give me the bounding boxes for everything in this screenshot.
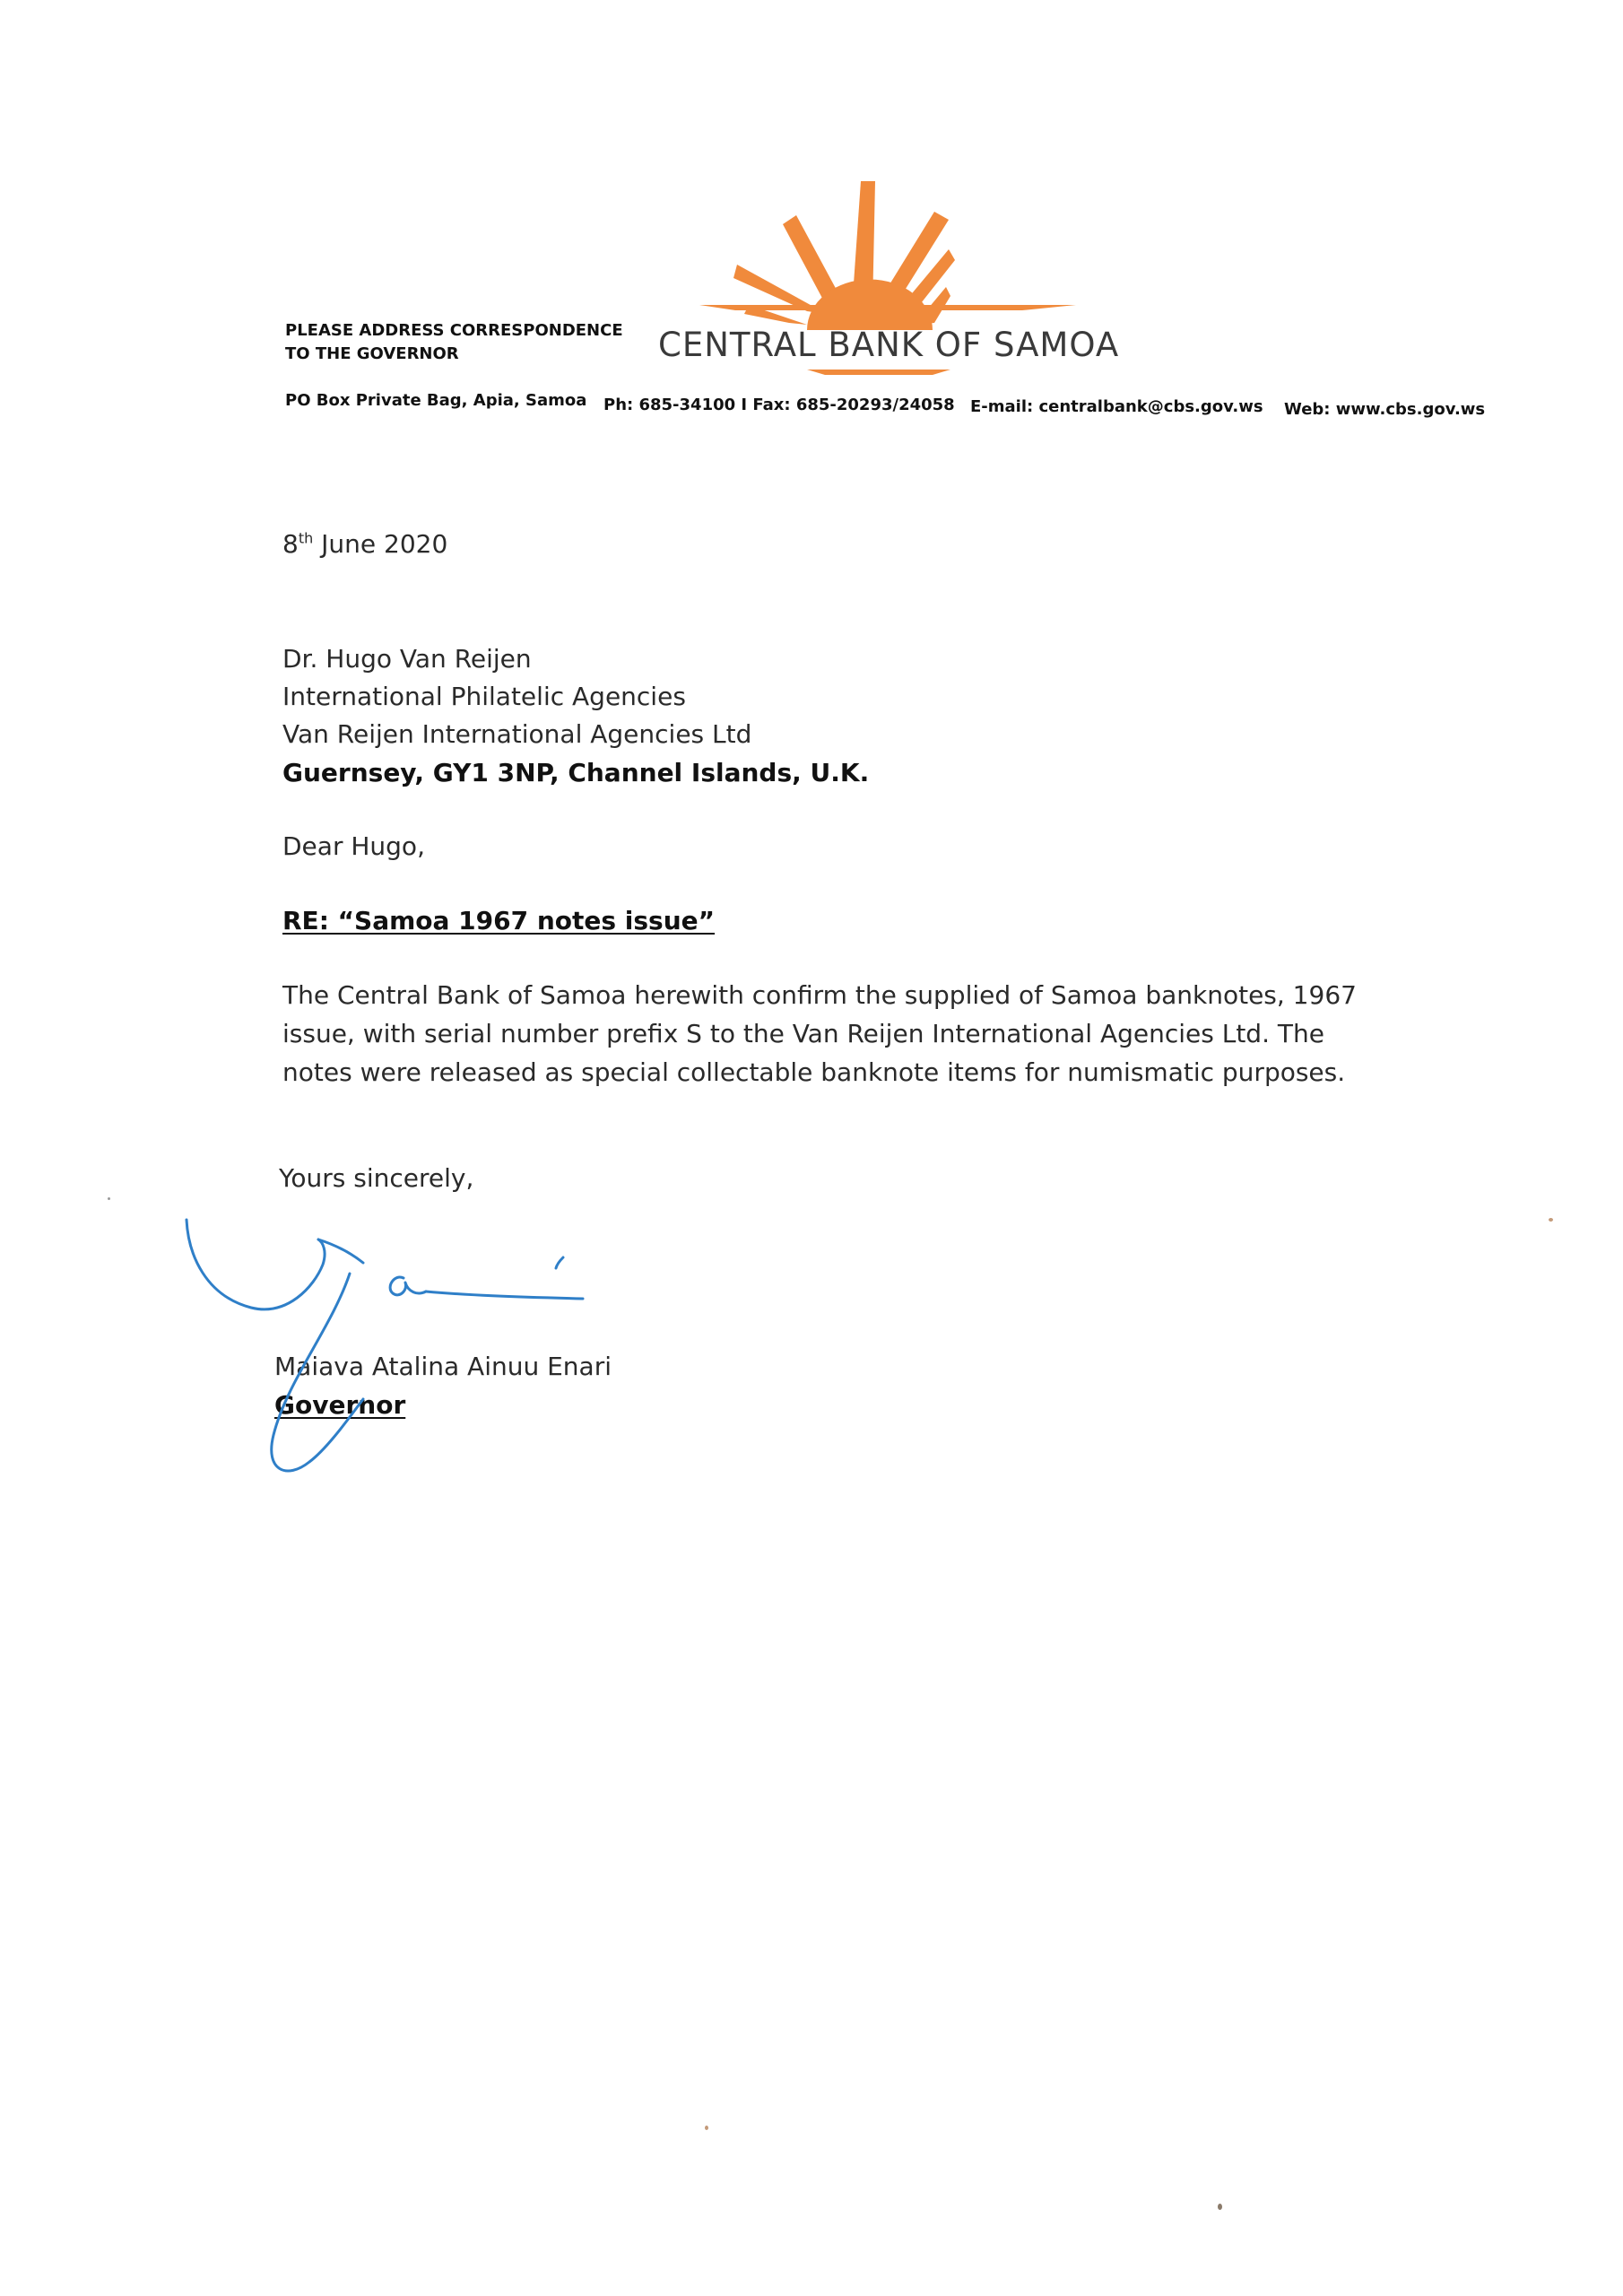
body-line: notes were released as special collectable banknote items for numismatic purposes. <box>282 1057 1346 1087</box>
body-line: The Central Bank of Samoa herewith confirm the supplied of Samoa banknotes, 1967 <box>282 980 1357 1010</box>
body-paragraph <box>282 976 1394 1091</box>
date-ordinal-suffix: th <box>298 529 314 547</box>
address-note-line1: PLEASE ADDRESS CORRESPONDENCE <box>285 321 623 340</box>
scan-speck <box>705 2126 708 2130</box>
recipient-address: Guernsey, GY1 3NP, Channel Islands, U.K. <box>282 758 870 787</box>
address-note-line2: TO THE GOVERNOR <box>285 344 459 363</box>
recipient-name: Dr. Hugo Van Reijen <box>282 644 532 674</box>
recipient-org2: Van Reijen International Agencies Ltd <box>282 719 752 749</box>
closing: Yours sincerely, <box>279 1163 474 1193</box>
date-month-year: June 2020 <box>313 529 448 559</box>
signatory-title: Governor <box>274 1390 406 1420</box>
subject-line: RE: “Samoa 1967 notes issue” <box>282 906 716 935</box>
email-contact: E-mail: centralbank@cbs.gov.ws <box>970 397 1263 416</box>
letter-date <box>282 529 447 559</box>
scan-speck <box>1218 2204 1222 2210</box>
bank-name: CENTRAL BANK OF SAMOA <box>658 326 1120 364</box>
scan-speck <box>108 1197 110 1200</box>
body-line: issue, with serial number prefix S to the Van Reijen International Agencies Ltd. The <box>282 1019 1324 1048</box>
address-note <box>285 319 623 366</box>
recipient-org1: International Philatelic Agencies <box>282 682 686 711</box>
po-box: PO Box Private Bag, Apia, Samoa <box>285 391 587 410</box>
phone-fax: Ph: 685-34100 I Fax: 685-20293/24058 <box>603 396 955 414</box>
scan-speck <box>1549 1218 1553 1222</box>
date-day: 8 <box>282 529 299 559</box>
salutation: Dear Hugo, <box>282 831 425 861</box>
web-contact: Web: www.cbs.gov.ws <box>1284 400 1486 419</box>
signatory-name: Maiava Atalina Ainuu Enari <box>274 1352 612 1381</box>
handwritten-signature <box>170 1202 601 1498</box>
